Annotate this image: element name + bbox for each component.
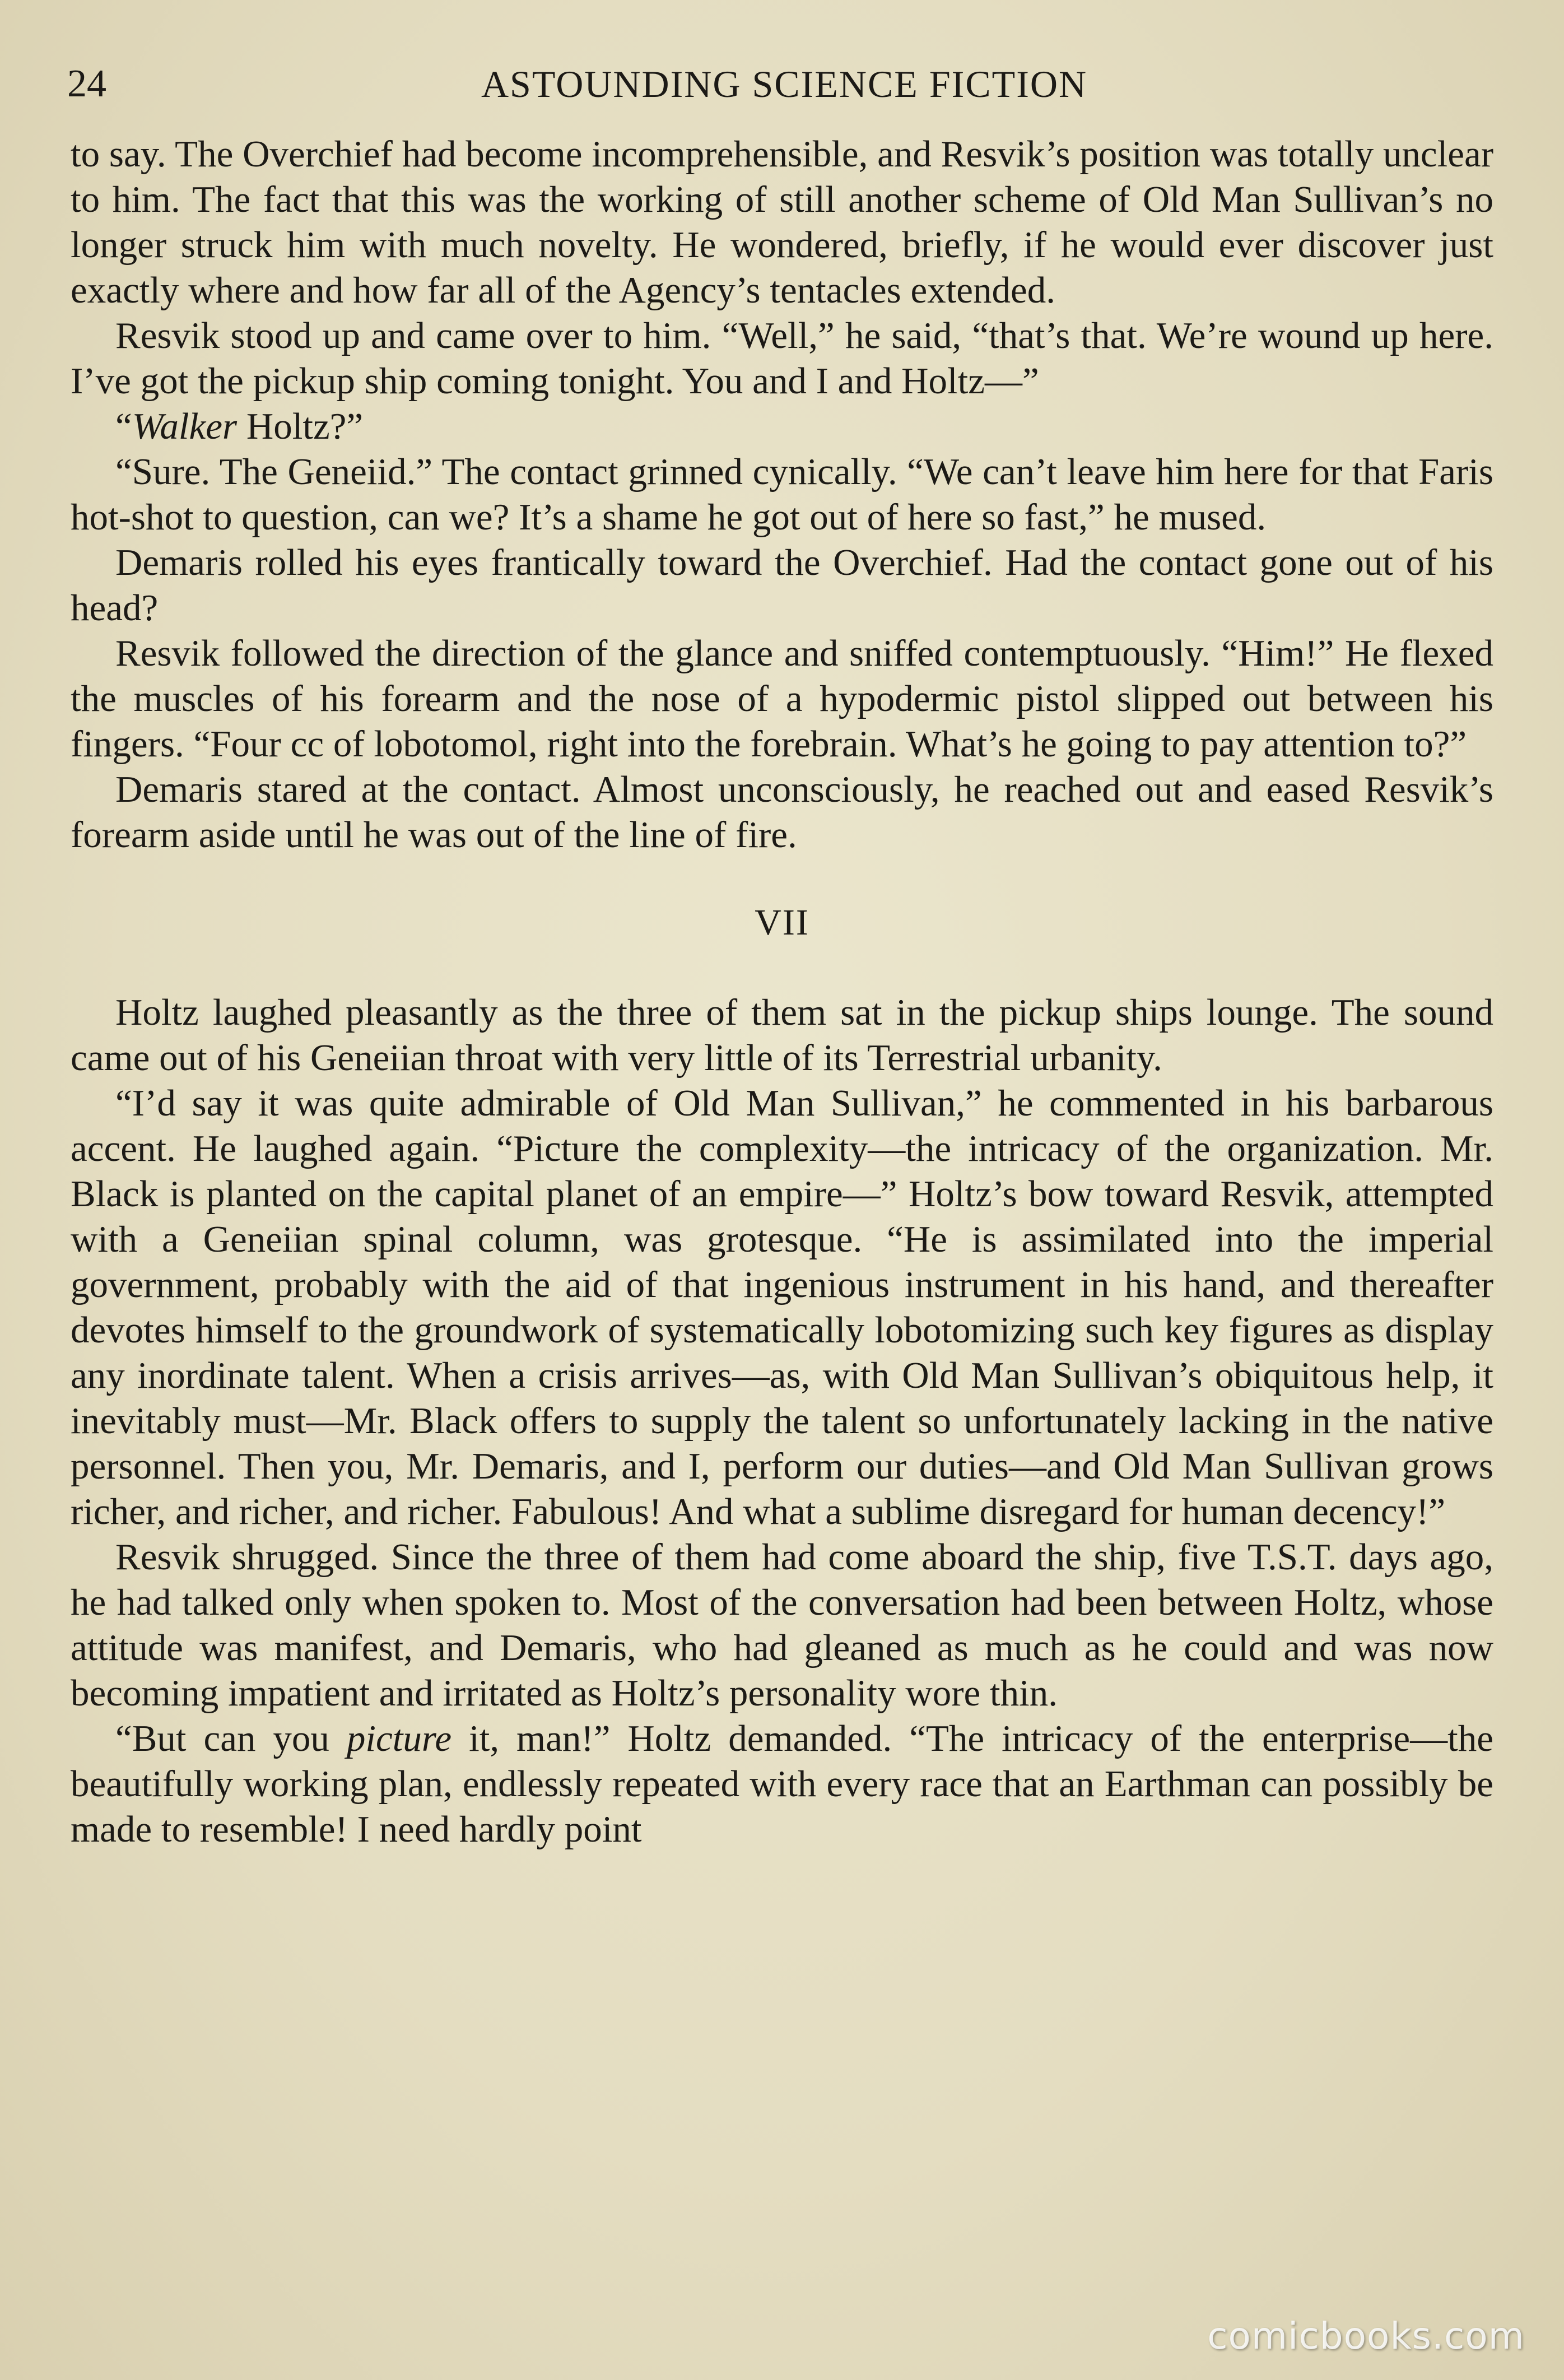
section-heading: VII (755, 902, 809, 943)
paragraph-3 (71, 404, 1493, 449)
italic-walker: Walker (132, 406, 238, 447)
paragraph-5: Demaris rolled his eyes frantically toward the Overchief. Had the contact gone out of his head? (71, 542, 1493, 629)
italic-picture: picture (346, 1718, 452, 1759)
running-head: ASTOUNDING SCIENCE FICTION (481, 63, 1088, 105)
paragraph-11-start: “But can you (115, 1718, 347, 1759)
paragraph-1: to say. The Overchief had become incomprehensible, and Resvik’s position was totally unclear to him. The fact that this was the working of still another scheme of Old Man Sullivan’s no longer struck him with much novelty. He wondered, briefly, if he would ever discover just exactly where and how far all of the Agency’s tentacles extended. (71, 133, 1493, 311)
paragraph-4: “Sure. The Geneiid.” The contact grinned cynically. “We can’t leave him here for that Faris hot-shot to question, can we? It’s a shame he got out of here so fast,” he mused. (71, 451, 1493, 538)
paragraph-3-rest: Holtz?” (237, 406, 364, 447)
quote-open: “ (115, 406, 132, 447)
page-header (67, 56, 1501, 112)
paragraph-2: Resvik stood up and came over to him. “Well,” he said, “that’s that. We’re wound up here. I’ve got the pickup ship coming tonight. You and I and Holtz—” (71, 315, 1493, 402)
paragraph-11-end: it, man!” Holtz demanded. “The intricacy of the enterprise—the beautifully working plan, endlessly repeated with every race that an Earthman can possibly be made to resemble! I need hardly point (71, 1718, 1493, 1850)
paragraph-6: Resvik followed the direction of the glance and sniffed contemptuously. “Him!” He flexed the muscles of his forearm and the nose of a hypodermic pistol slipped out between his fingers. “Four cc of lobotomol, right into the forebrain. What’s he going to pay attention to?” (71, 633, 1493, 765)
paragraph-8: Holtz laughed pleasantly as the three of them sat in the pickup ships lounge. The sound came out of his Geneiian throat with very little of its Terrestrial urbanity. (71, 992, 1493, 1079)
story-text (71, 132, 1493, 1852)
paragraph-10: Resvik shrugged. Since the three of them had come aboard the ship, five T.S.T. days ago, he had talked only when spoken to. Most of the conversation had been between Holtz, whose attitude was manifest, and Demaris, who had gleaned as much as he could and was now becoming impatient and irritated as Holtz’s personality wore thin. (71, 1536, 1493, 1714)
paragraph-11 (71, 1716, 1493, 1852)
page-number: 24 (67, 62, 106, 105)
watermark: comicbooks.com (1207, 2314, 1525, 2358)
paragraph-7: Demaris stared at the contact. Almost unconsciously, he reached out and eased Resvik’s forearm aside until he was out of the line of fire. (71, 769, 1493, 856)
paragraph-9: “I’d say it was quite admirable of Old Man Sullivan,” he commented in his barbarous accent. He laughed again. “Picture the complexity—the intricacy of the organization. Mr. Black is planted on the capital planet of an empire—” Holtz’s bow toward Resvik, attempted with a Geneiian spinal column, was grotesque. “He is assimilated into the imperial government, probably with the aid of that ingenious instrument in his hand, and thereafter devotes himself to the groundwork of systematically lobotomizing such key figures as display any inordinate talent. When a crisis arrives—as, with Old Man Sullivan’s obiquitous help, it inevitably must—Mr. Black offers to supply the talent so unfortunately lacking in the native personnel. Then you, Mr. Demaris, and I, perform our duties—and Old Man Sullivan grows richer, and richer, and richer. Fabulous! And what a sublime disregard for human decency!” (71, 1082, 1493, 1532)
